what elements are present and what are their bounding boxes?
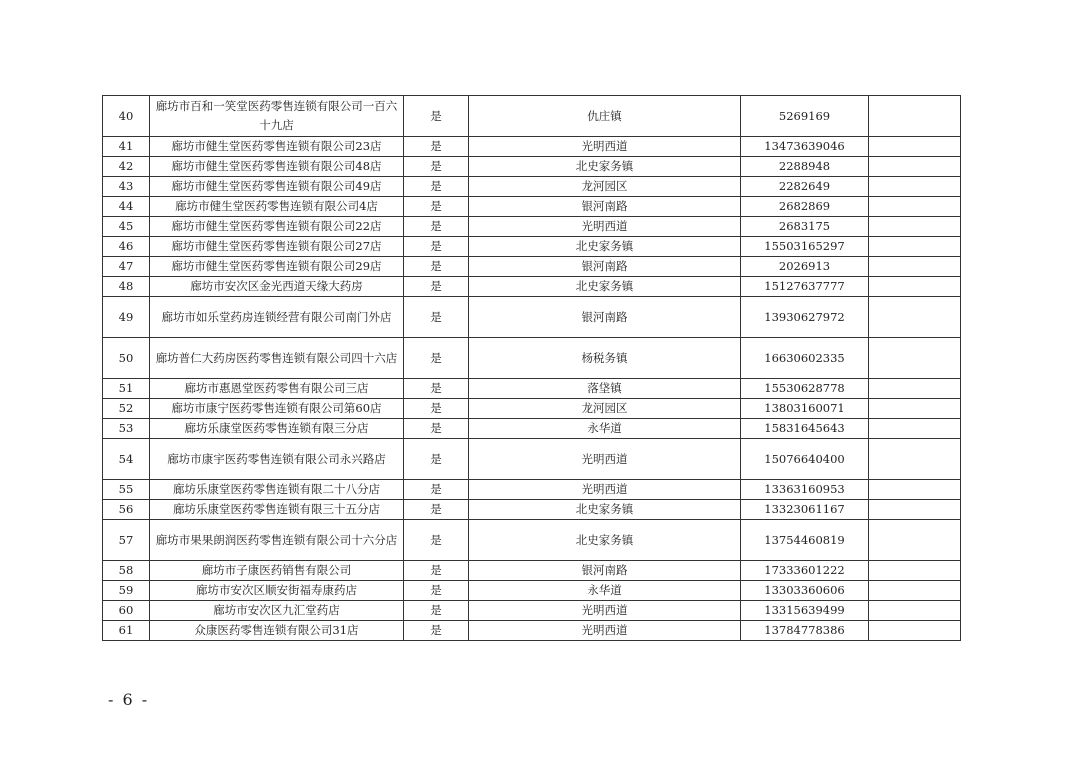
cell-town: 银河南路 <box>469 297 741 338</box>
cell-town: 光明西道 <box>469 217 741 237</box>
cell-no: 42 <box>103 157 150 177</box>
cell-extra <box>869 500 961 520</box>
table-row <box>103 480 961 500</box>
cell-tel: 15831645643 <box>741 419 869 439</box>
cell-no: 61 <box>103 621 150 641</box>
cell-tel: 15503165297 <box>741 237 869 257</box>
table-row <box>103 439 961 480</box>
table-row <box>103 581 961 601</box>
cell-extra <box>869 177 961 197</box>
table-row <box>103 621 961 641</box>
cell-name: 廊坊市健生堂医药零售连锁有限公司27店 <box>150 237 404 257</box>
cell-name: 廊坊市果果朗润医药零售连锁有限公司十六分店 <box>150 520 404 561</box>
cell-name: 廊坊市子康医药销售有限公司 <box>150 561 404 581</box>
table-row <box>103 257 961 277</box>
cell-yes: 是 <box>404 399 469 419</box>
cell-name: 众康医药零售连锁有限公司31店 <box>150 621 404 641</box>
cell-tel: 2282649 <box>741 177 869 197</box>
cell-extra <box>869 277 961 297</box>
cell-no: 50 <box>103 338 150 379</box>
table-row <box>103 197 961 217</box>
cell-no: 56 <box>103 500 150 520</box>
cell-no: 47 <box>103 257 150 277</box>
cell-tel: 2683175 <box>741 217 869 237</box>
cell-name: 廊坊普仁大药房医药零售连锁有限公司四十六店 <box>150 338 404 379</box>
table-row <box>103 277 961 297</box>
cell-no: 53 <box>103 419 150 439</box>
cell-tel: 13930627972 <box>741 297 869 338</box>
cell-extra <box>869 157 961 177</box>
cell-name: 廊坊市康宇医药零售连锁有限公司永兴路店 <box>150 439 404 480</box>
cell-tel: 13473639046 <box>741 137 869 157</box>
cell-town: 龙河园区 <box>469 399 741 419</box>
table-row <box>103 137 961 157</box>
cell-town: 银河南路 <box>469 257 741 277</box>
table-row <box>103 338 961 379</box>
cell-yes: 是 <box>404 197 469 217</box>
cell-town: 北史家务镇 <box>469 237 741 257</box>
cell-town: 北史家务镇 <box>469 520 741 561</box>
pharmacy-table <box>102 95 961 641</box>
cell-tel: 13784778386 <box>741 621 869 641</box>
cell-no: 44 <box>103 197 150 217</box>
cell-no: 52 <box>103 399 150 419</box>
cell-name: 廊坊市康宁医药零售连锁有限公司第60店 <box>150 399 404 419</box>
cell-extra <box>869 581 961 601</box>
cell-tel: 17333601222 <box>741 561 869 581</box>
cell-name: 廊坊市惠恩堂医药零售有限公司三店 <box>150 379 404 399</box>
cell-town: 北史家务镇 <box>469 157 741 177</box>
cell-tel: 13303360606 <box>741 581 869 601</box>
cell-no: 40 <box>103 96 150 137</box>
cell-yes: 是 <box>404 257 469 277</box>
cell-name: 廊坊乐康堂医药零售连锁有限三十五分店 <box>150 500 404 520</box>
table-row <box>103 217 961 237</box>
cell-name: 廊坊市安次区顺安街福寿康药店 <box>150 581 404 601</box>
cell-yes: 是 <box>404 439 469 480</box>
table-row <box>103 561 961 581</box>
cell-no: 58 <box>103 561 150 581</box>
cell-extra <box>869 297 961 338</box>
cell-yes: 是 <box>404 338 469 379</box>
cell-name: 廊坊市健生堂医药零售连锁有限公司29店 <box>150 257 404 277</box>
cell-no: 57 <box>103 520 150 561</box>
cell-extra <box>869 257 961 277</box>
table-row <box>103 500 961 520</box>
cell-extra <box>869 338 961 379</box>
cell-no: 49 <box>103 297 150 338</box>
cell-tel: 13363160953 <box>741 480 869 500</box>
cell-name: 廊坊乐康堂医药零售连锁有限三分店 <box>150 419 404 439</box>
cell-yes: 是 <box>404 379 469 399</box>
cell-town: 落垡镇 <box>469 379 741 399</box>
cell-yes: 是 <box>404 520 469 561</box>
cell-name: 廊坊乐康堂医药零售连锁有限二十八分店 <box>150 480 404 500</box>
cell-yes: 是 <box>404 297 469 338</box>
cell-town: 光明西道 <box>469 480 741 500</box>
table-row <box>103 399 961 419</box>
cell-no: 48 <box>103 277 150 297</box>
cell-tel: 2682869 <box>741 197 869 217</box>
cell-tel: 2026913 <box>741 257 869 277</box>
cell-tel: 13803160071 <box>741 399 869 419</box>
cell-tel: 16630602335 <box>741 338 869 379</box>
cell-town: 光明西道 <box>469 137 741 157</box>
cell-extra <box>869 520 961 561</box>
cell-extra <box>869 137 961 157</box>
cell-extra <box>869 379 961 399</box>
cell-extra <box>869 96 961 137</box>
cell-name: 廊坊市安次区金光西道天缘大药房 <box>150 277 404 297</box>
cell-town: 北史家务镇 <box>469 500 741 520</box>
cell-yes: 是 <box>404 237 469 257</box>
cell-tel: 15530628778 <box>741 379 869 399</box>
cell-yes: 是 <box>404 277 469 297</box>
cell-yes: 是 <box>404 96 469 137</box>
cell-no: 43 <box>103 177 150 197</box>
cell-yes: 是 <box>404 601 469 621</box>
cell-name: 廊坊市健生堂医药零售连锁有限公司49店 <box>150 177 404 197</box>
cell-no: 55 <box>103 480 150 500</box>
cell-yes: 是 <box>404 561 469 581</box>
cell-no: 60 <box>103 601 150 621</box>
cell-town: 北史家务镇 <box>469 277 741 297</box>
cell-no: 41 <box>103 137 150 157</box>
table-row <box>103 157 961 177</box>
cell-town: 光明西道 <box>469 621 741 641</box>
cell-no: 45 <box>103 217 150 237</box>
cell-no: 51 <box>103 379 150 399</box>
cell-town: 永华道 <box>469 581 741 601</box>
cell-yes: 是 <box>404 621 469 641</box>
cell-tel: 15127637777 <box>741 277 869 297</box>
cell-yes: 是 <box>404 157 469 177</box>
cell-yes: 是 <box>404 500 469 520</box>
table-row <box>103 297 961 338</box>
table-row <box>103 237 961 257</box>
table-row <box>103 177 961 197</box>
cell-tel: 15076640400 <box>741 439 869 480</box>
cell-name: 廊坊市如乐堂药房连锁经营有限公司南门外店 <box>150 297 404 338</box>
cell-yes: 是 <box>404 137 469 157</box>
cell-extra <box>869 439 961 480</box>
table-row <box>103 520 961 561</box>
table-body <box>103 96 961 641</box>
cell-extra <box>869 217 961 237</box>
cell-town: 光明西道 <box>469 601 741 621</box>
cell-extra <box>869 419 961 439</box>
cell-tel: 13315639499 <box>741 601 869 621</box>
table-row <box>103 601 961 621</box>
cell-tel: 13754460819 <box>741 520 869 561</box>
cell-yes: 是 <box>404 177 469 197</box>
cell-name: 廊坊市健生堂医药零售连锁有限公司22店 <box>150 217 404 237</box>
cell-name: 廊坊市安次区九汇堂药店 <box>150 601 404 621</box>
page-number: - 6 - <box>108 690 150 709</box>
cell-town: 杨税务镇 <box>469 338 741 379</box>
cell-extra <box>869 561 961 581</box>
cell-tel: 5269169 <box>741 96 869 137</box>
cell-town: 银河南路 <box>469 561 741 581</box>
cell-no: 59 <box>103 581 150 601</box>
cell-tel: 13323061167 <box>741 500 869 520</box>
cell-tel: 2288948 <box>741 157 869 177</box>
cell-name: 廊坊市百和一笑堂医药零售连锁有限公司一百六十九店 <box>150 96 404 137</box>
cell-name: 廊坊市健生堂医药零售连锁有限公司48店 <box>150 157 404 177</box>
cell-yes: 是 <box>404 217 469 237</box>
cell-extra <box>869 197 961 217</box>
cell-name: 廊坊市健生堂医药零售连锁有限公司4店 <box>150 197 404 217</box>
cell-town: 银河南路 <box>469 197 741 217</box>
cell-extra <box>869 237 961 257</box>
cell-extra <box>869 399 961 419</box>
cell-town: 光明西道 <box>469 439 741 480</box>
cell-town: 仇庄镇 <box>469 96 741 137</box>
cell-yes: 是 <box>404 581 469 601</box>
cell-no: 54 <box>103 439 150 480</box>
cell-town: 永华道 <box>469 419 741 439</box>
table-row <box>103 419 961 439</box>
cell-yes: 是 <box>404 419 469 439</box>
cell-yes: 是 <box>404 480 469 500</box>
cell-no: 46 <box>103 237 150 257</box>
table-row <box>103 379 961 399</box>
cell-extra <box>869 601 961 621</box>
table-row <box>103 96 961 137</box>
cell-town: 龙河园区 <box>469 177 741 197</box>
cell-extra <box>869 621 961 641</box>
cell-name: 廊坊市健生堂医药零售连锁有限公司23店 <box>150 137 404 157</box>
cell-extra <box>869 480 961 500</box>
